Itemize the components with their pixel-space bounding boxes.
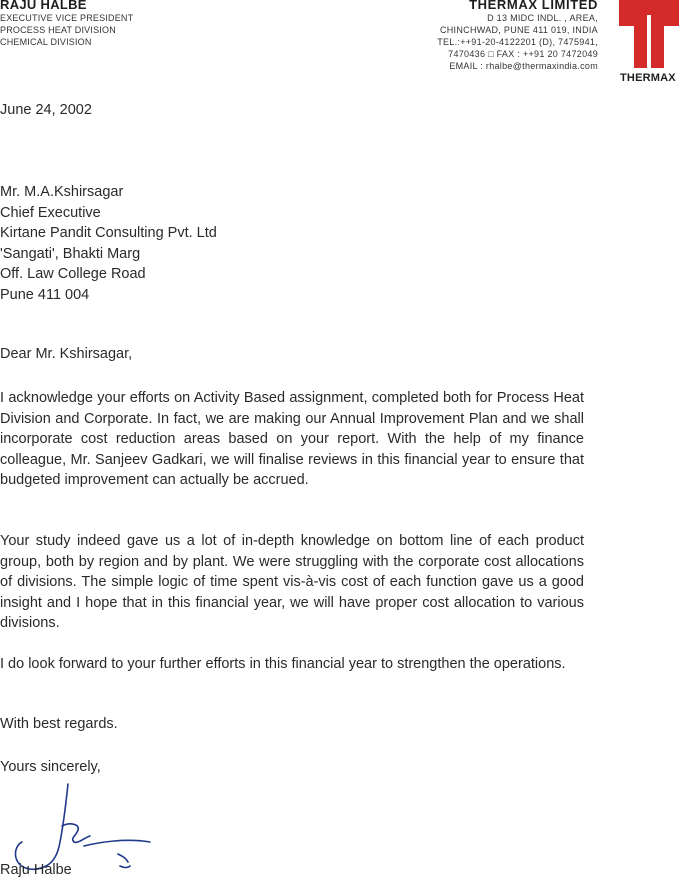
recipient-city: Pune 411 004 [0,286,90,303]
regards-line: With best regards. [0,716,118,732]
sender-division-2: CHEMICAL DIVISION [0,37,92,47]
company-address-line: CHINCHWAD, PUNE 411 019, INDIA [439,25,598,35]
signer-name: Raju Halbe [0,862,72,878]
body-paragraph: I acknowledge your efforts on Activity Based assignment, completed both for Process Heat Division and Corporate. In fact, we are making our Annual Improvement Plan and we shall incorporate cost reduction areas based on your report. With the help of my finance colleague, Mr. Sanjeev Gadkari, we will finalise reviews in this financial year to ensure that budgeted improvement can actually be accrued. [0,390,584,488]
logo-wordmark: THERMAX [620,72,676,84]
recipient-street: 'Sangati', Bhakti Marg [0,245,141,262]
sender-title: EXECUTIVE VICE PRESIDENT [0,13,134,23]
recipient-company: Kirtane Pandit Consulting Pvt. Ltd [0,225,217,241]
company-name: THERMAX LIMITED [469,0,598,12]
body-paragraph: I do look forward to your further efforts in this financial year to strengthen the operations. [0,656,566,672]
letter-date: June 24, 2002 [0,102,92,118]
company-phone-line: TEL.:++91-20-4122201 (D), 7475941, [437,37,598,47]
company-block [437,0,598,72]
body-paragraph: Your study indeed gave us a lot of in-depth knowledge on bottom line of each product group, both by region and by plant. We were struggling with the corporate cost allocations of divisions. The simple logic of time spent vis-à-vis cost of each function gave us a good insight and I hope that in this financial year, we will have proper cost allocation to various divisions. [0,533,584,631]
sender-block [0,0,133,48]
recipient-name: Mr. M.A.Kshirsagar [0,184,124,200]
salutation: Dear Mr. Kshirsagar, [0,346,133,362]
closing-line: Yours sincerely, [0,759,101,775]
company-fax-line: 7470436 □ FAX : ++91 20 7472049 [448,49,598,59]
sender-division-1: PROCESS HEAT DIVISION [0,25,116,35]
recipient-title: Chief Executive [0,204,101,221]
company-address-line: D 13 MIDC INDL. , AREA, [487,13,598,23]
recipient-road: Off. Law College Road [0,266,146,282]
company-email-line: EMAIL : rhalbe@thermaxindia.com [449,61,598,71]
recipient-address [0,182,590,305]
sender-name: RAJU HALBE [0,0,87,12]
